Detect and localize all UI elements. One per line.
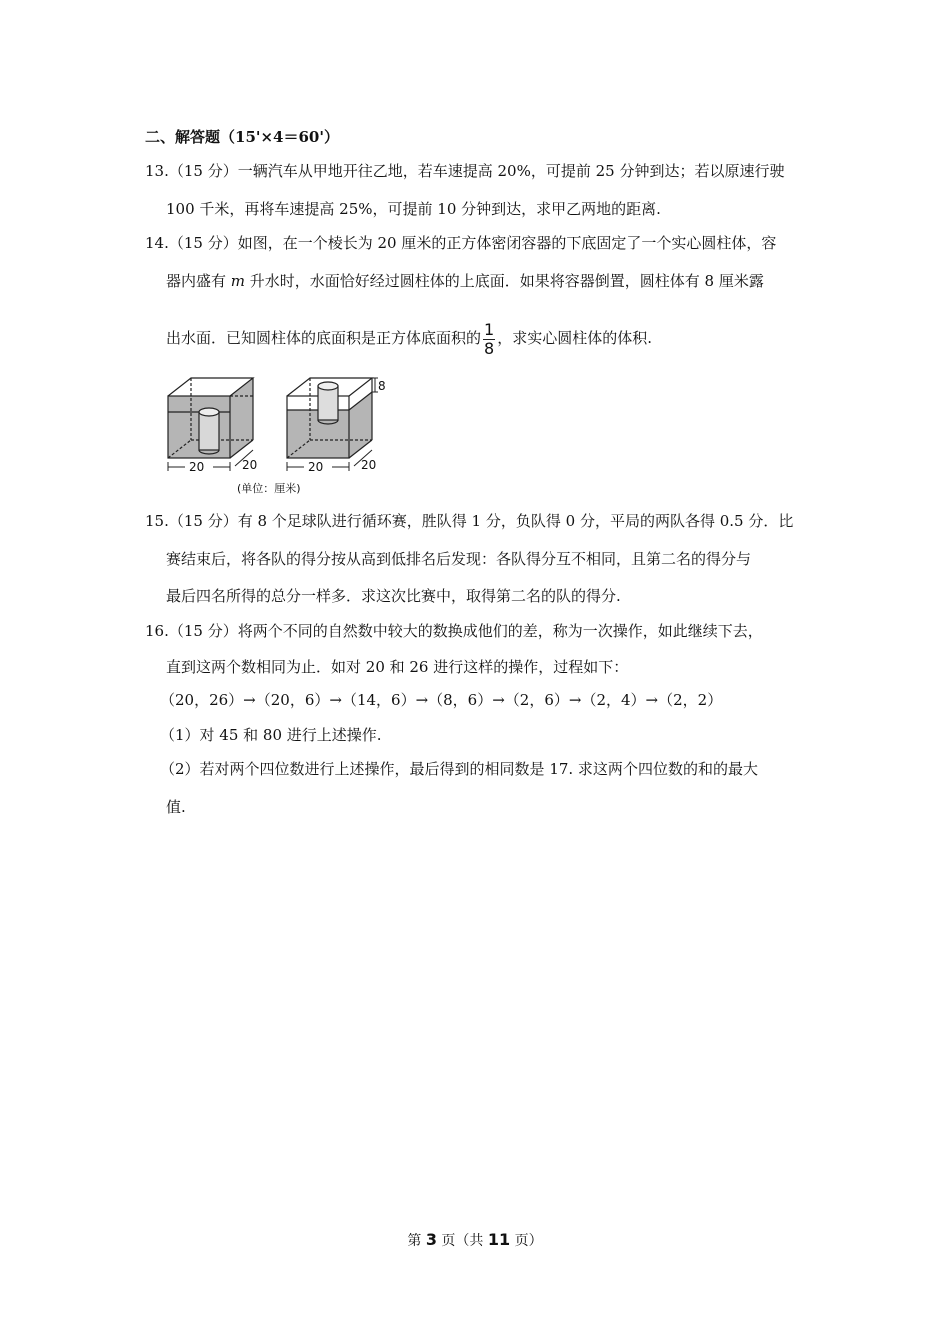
footer-middle: 页（共 xyxy=(436,1233,488,1249)
label-right-width: 20 xyxy=(308,460,324,474)
label-right-depth: 20 xyxy=(361,458,377,472)
q15-line3: 最后四名所得的总分一样多．求这次比赛中，取得第二名的队的得分. xyxy=(166,587,621,605)
footer-prefix: 第 xyxy=(407,1233,426,1249)
footer-total-pages: 11 xyxy=(487,1230,511,1249)
q15-line2: 赛结束后，将各队的得分按从高到低排名后发现：各队得分互不相同，且第二名的得分与 xyxy=(166,550,752,568)
label-left-depth: 20 xyxy=(242,458,258,472)
q14-line3 xyxy=(166,318,652,358)
q16-part2-line1: （2）若对两个四位数进行上述操作，最后得到的相同数是 17. 求这两个四位数的和的最大 xyxy=(160,760,758,778)
q14-line2 xyxy=(166,271,764,291)
label-height-8: 8 xyxy=(378,379,386,393)
fraction-numerator: 1 xyxy=(484,319,495,339)
q14-line3-b: ，求实心圆柱体的体积. xyxy=(497,329,652,347)
q14-variable-m: m xyxy=(230,272,246,290)
figure-left-cube xyxy=(168,378,253,458)
figure-caption: (单位：厘米) xyxy=(237,482,301,495)
page-footer xyxy=(0,1230,950,1250)
q16-process: （20，26）→（20，6）→（14，6）→（8，6）→（2，6）→（2，4）→（2，2） xyxy=(160,691,723,709)
label-left-width: 20 xyxy=(189,460,205,474)
q14-line3-a: 出水面．已知圆柱体的底面积是正方体底面积的 xyxy=(166,329,482,347)
section-title: 二、解答题（15'×4＝60'） xyxy=(145,128,339,146)
cube-container-figure xyxy=(165,372,390,498)
q15-line1: 15.（15 分）有 8 个足球队进行循环赛，胜队得 1 分，负队得 0 分，平局的两队各得 0.5 分．比 xyxy=(145,512,794,530)
fraction-denominator: 8 xyxy=(484,338,495,358)
q16-line1: 16.（15 分）将两个不同的自然数中较大的数换成他们的差，称为一次操作，如此继续下去， xyxy=(145,622,763,640)
fraction-one-eighth xyxy=(483,321,495,358)
q13-line1: 13.（15 分）一辆汽车从甲地开往乙地，若车速提高 20%，可提前 25 分钟到达；若以原速行驶 xyxy=(145,162,785,180)
q14-line2-a: 器内盛有 xyxy=(166,272,231,290)
q16-part2-line2: 值. xyxy=(166,798,186,816)
footer-page-number: 3 xyxy=(425,1230,437,1249)
q13-line2: 100 千米，再将车速提高 25%，可提前 10 分钟到达，求甲乙两地的距离. xyxy=(166,200,661,218)
q14-line1: 14.（15 分）如图，在一个棱长为 20 厘米的正方体密闭容器的下底固定了一个实心圆柱体，容 xyxy=(145,234,777,252)
footer-suffix: 页） xyxy=(510,1233,543,1249)
q16-line2: 直到这两个数相同为止．如对 20 和 26 进行这样的操作，过程如下： xyxy=(166,658,629,676)
q16-part1: （1）对 45 和 80 进行上述操作. xyxy=(160,726,382,744)
q14-line2-b: 升水时，水面恰好经过圆柱体的上底面．如果将容器倒置，圆柱体有 8 厘米露 xyxy=(245,272,764,290)
figure-right-cube xyxy=(287,378,372,458)
